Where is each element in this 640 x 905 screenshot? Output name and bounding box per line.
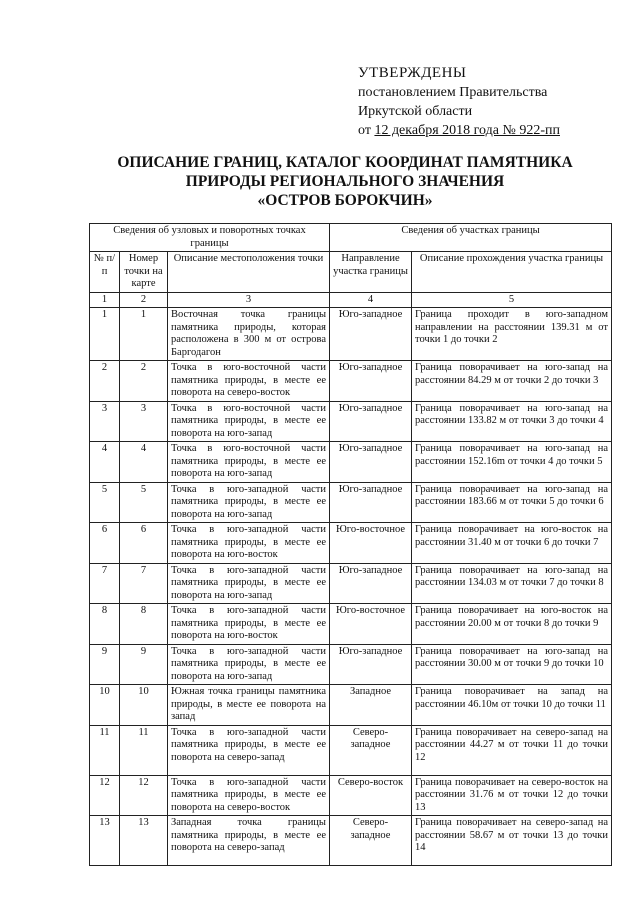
- row-direction-cell: Юго-западное: [330, 644, 412, 685]
- row-point-number-cell: 11: [120, 725, 168, 775]
- column-number: 1: [90, 292, 120, 308]
- group-header-points: Сведения об узловых и поворотных точках границы: [90, 224, 330, 252]
- table-row: [90, 482, 612, 523]
- document-title: [60, 153, 630, 210]
- row-segment-description-cell: Граница поворачивает на запад на расстоянии 46.10м от точки 10 до точки 11: [412, 685, 612, 726]
- column-number: 2: [120, 292, 168, 308]
- row-location-cell: Восточная точка границы памятника природы, которая расположена в 300 м от острова Баргодагон: [168, 308, 330, 361]
- row-point-number-cell: 13: [120, 816, 168, 866]
- column-header-segment-description: Описание прохождения участка границы: [412, 252, 612, 293]
- table-row: [90, 816, 612, 866]
- column-number: 4: [330, 292, 412, 308]
- row-direction-cell: Юго-западное: [330, 361, 412, 402]
- table-body: [90, 308, 612, 866]
- table-row: [90, 644, 612, 685]
- row-segment-description-cell: Граница поворачивает на юго-запад на расстоянии 134.03 м от точки 7 до точки 8: [412, 563, 612, 604]
- row-index-cell: 7: [90, 563, 120, 604]
- row-index-cell: 3: [90, 401, 120, 442]
- column-header-location: Описание местоположения точки: [168, 252, 330, 293]
- row-location-cell: Точка в юго-западной части памятника природы, в месте ее поворота на северо-восток: [168, 775, 330, 816]
- table-row: [90, 563, 612, 604]
- row-point-number-cell: 3: [120, 401, 168, 442]
- row-point-number-cell: 8: [120, 604, 168, 645]
- row-point-number-cell: 1: [120, 308, 168, 361]
- row-point-number-cell: 5: [120, 482, 168, 523]
- column-header-direction: Направление участка границы: [330, 252, 412, 293]
- row-index-cell: 5: [90, 482, 120, 523]
- row-location-cell: Точка в юго-западной части памятника природы, в месте ее поворота на юго-восток: [168, 523, 330, 564]
- row-segment-description-cell: Граница поворачивает на юго-восток на расстоянии 31.40 м от точки 6 до точки 7: [412, 523, 612, 564]
- row-point-number-cell: 10: [120, 685, 168, 726]
- row-segment-description-cell: Граница поворачивает на юго-запад на расстоянии 152.16m от точки 4 до точки 5: [412, 442, 612, 483]
- table-header-row: [90, 252, 612, 293]
- row-point-number-cell: 12: [120, 775, 168, 816]
- row-index-cell: 1: [90, 308, 120, 361]
- row-index-cell: 9: [90, 644, 120, 685]
- row-index-cell: 6: [90, 523, 120, 564]
- row-location-cell: Точка в юго-западной части памятника природы, в месте ее поворота на юго-восток: [168, 604, 330, 645]
- row-direction-cell: Западное: [330, 685, 412, 726]
- row-index-cell: 13: [90, 816, 120, 866]
- table-row: [90, 604, 612, 645]
- row-direction-cell: Юго-западное: [330, 401, 412, 442]
- row-location-cell: Точка в юго-восточной части памятника природы, в месте ее поворота на юго-запад: [168, 442, 330, 483]
- row-direction-cell: Юго-западное: [330, 442, 412, 483]
- row-index-cell: 8: [90, 604, 120, 645]
- column-number: 5: [412, 292, 612, 308]
- group-header-segments: Сведения об участках границы: [330, 224, 612, 252]
- column-number: 3: [168, 292, 330, 308]
- row-segment-description-cell: Граница поворачивает на северо-запад на расстоянии 44.27 м от точки 11 до точки 12: [412, 725, 612, 775]
- row-segment-description-cell: Граница поворачивает на северо-запад на расстоянии 58.67 м от точки 13 до точки 14: [412, 816, 612, 866]
- row-point-number-cell: 2: [120, 361, 168, 402]
- row-index-cell: 4: [90, 442, 120, 483]
- table-row: [90, 523, 612, 564]
- row-index-cell: 11: [90, 725, 120, 775]
- row-location-cell: Западная точка границы памятника природы, в месте ее поворота на северо-запад: [168, 816, 330, 866]
- row-segment-description-cell: Граница поворачивает на юго-запад на расстоянии 30.00 м от точки 9 до точки 10: [412, 644, 612, 685]
- row-direction-cell: Юго-западное: [330, 482, 412, 523]
- row-index-cell: 2: [90, 361, 120, 402]
- title-line-3: «ОСТРОВ БОРОКЧИН»: [257, 192, 433, 209]
- row-location-cell: Точка в юго-западной части памятника природы, в месте ее поворота на юго-запад: [168, 644, 330, 685]
- row-location-cell: Точка в юго-восточной части памятника природы, в месте ее поворота на северо-восток: [168, 361, 330, 402]
- table-row: [90, 442, 612, 483]
- row-index-cell: 12: [90, 775, 120, 816]
- approval-date-line: [358, 121, 618, 140]
- row-direction-cell: Юго-западное: [330, 563, 412, 604]
- row-location-cell: Точка в юго-восточной части памятника природы, в месте ее поворота на юго-запад: [168, 401, 330, 442]
- approval-line-region: Иркутской области: [358, 104, 473, 119]
- table-row: [90, 775, 612, 816]
- boundary-catalog-table: [89, 223, 612, 866]
- row-direction-cell: Северо-западное: [330, 816, 412, 866]
- approval-date-prefix: от: [358, 123, 371, 138]
- row-location-cell: Точка в юго-западной части памятника природы, в месте ее поворота на северо-запад: [168, 725, 330, 775]
- table-row: [90, 725, 612, 775]
- column-header-index: № п/п: [90, 252, 120, 293]
- row-segment-description-cell: Граница поворачивает на юго-запад на расстоянии 133.82 м от точки 3 до точки 4: [412, 401, 612, 442]
- row-location-cell: Точка в юго-западной части памятника природы, в месте ее поворота на юго-запад: [168, 563, 330, 604]
- row-point-number-cell: 7: [120, 563, 168, 604]
- approval-line-resolution: постановлением Правительства: [358, 85, 548, 100]
- row-direction-cell: Северо-западное: [330, 725, 412, 775]
- table-row: [90, 685, 612, 726]
- approval-date-value: 12 декабря 2018 года № 922-пп: [374, 123, 560, 138]
- row-segment-description-cell: Граница поворачивает на юго-запад на расстоянии 183.66 м от точки 5 до точки 6: [412, 482, 612, 523]
- row-segment-description-cell: Граница поворачивает на юго-запад на расстоянии 84.29 м от точки 2 до точки 3: [412, 361, 612, 402]
- row-direction-cell: Юго-восточное: [330, 604, 412, 645]
- table-row: [90, 361, 612, 402]
- approval-heading: УТВЕРЖДЕНЫ: [358, 65, 467, 81]
- row-segment-description-cell: Граница поворачивает на юго-восток на расстоянии 20.00 м от точки 8 до точки 9: [412, 604, 612, 645]
- approval-block: [358, 64, 618, 140]
- row-location-cell: Южная точка границы памятника природы, в месте ее поворота на запад: [168, 685, 330, 726]
- row-direction-cell: Юго-западное: [330, 308, 412, 361]
- row-segment-description-cell: Граница поворачивает на северо-восток на расстоянии 31.76 м от точки 12 до точки 13: [412, 775, 612, 816]
- row-point-number-cell: 6: [120, 523, 168, 564]
- row-direction-cell: Северо-восток: [330, 775, 412, 816]
- table-row: [90, 401, 612, 442]
- row-location-cell: Точка в юго-западной части памятника природы, в месте ее поворота на юго-запад: [168, 482, 330, 523]
- column-number-row: [90, 292, 612, 308]
- title-line-1: ОПИСАНИЕ ГРАНИЦ, КАТАЛОГ КООРДИНАТ ПАМЯТНИКА: [117, 154, 573, 171]
- row-index-cell: 10: [90, 685, 120, 726]
- row-point-number-cell: 4: [120, 442, 168, 483]
- table-row: [90, 308, 612, 361]
- title-line-2: ПРИРОДЫ РЕГИОНАЛЬНОГО ЗНАЧЕНИЯ: [185, 173, 505, 190]
- row-point-number-cell: 9: [120, 644, 168, 685]
- row-direction-cell: Юго-восточное: [330, 523, 412, 564]
- column-header-point-number: Номер точки на карте: [120, 252, 168, 293]
- row-segment-description-cell: Граница проходит в юго-западном направлении на расстоянии 139.31 м от точки 1 до точки 2: [412, 308, 612, 361]
- table-group-header-row: [90, 224, 612, 252]
